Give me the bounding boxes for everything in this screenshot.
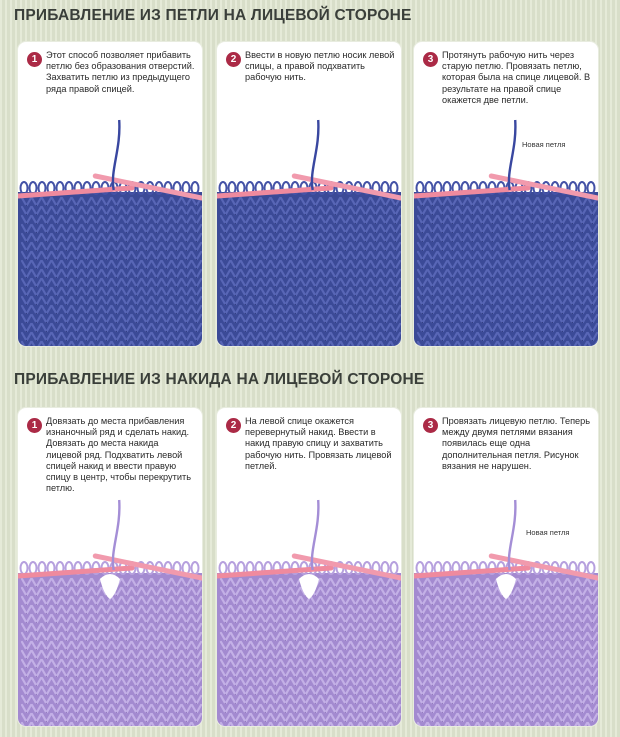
panel-yarnover-step-3 — [414, 408, 598, 726]
step-description: Ввести в новую петлю носик левой спицы, а правой подхватить рабочую нить. — [245, 50, 395, 83]
step-description: Протянуть рабочую нить через старую петлю. Провязать петлю, которая была на спице лицевой. В результате на правой спице окажется две петли. — [442, 50, 591, 105]
step-badge: 1 — [27, 418, 42, 433]
step-badge: 1 — [27, 52, 42, 67]
knitting-illustration — [217, 408, 401, 726]
knitting-illustration — [414, 408, 598, 726]
knitting-illustration — [18, 408, 202, 726]
step-badge: 3 — [423, 52, 438, 67]
panel-loop-step-1 — [18, 42, 202, 346]
step-badge: 2 — [226, 52, 241, 67]
panel-loop-step-3 — [414, 42, 598, 346]
step-badge: 3 — [423, 418, 438, 433]
knitting-illustration — [217, 42, 401, 346]
panel-yarnover-step-2 — [217, 408, 401, 726]
panel-yarnover-step-1 — [18, 408, 202, 726]
new-loop-label: Новая петля — [522, 140, 566, 149]
step-description: На левой спице окажется перевернутый накид. Ввести в накид правую спицу и захватить рабочую нить. Провязать лицевой петлей. — [245, 416, 392, 471]
section-title-loop-increase: ПРИБАВЛЕНИЕ ИЗ ПЕТЛИ НА ЛИЦЕВОЙ СТОРОНЕ — [14, 7, 412, 24]
step-badge: 2 — [226, 418, 241, 433]
knitting-illustration — [414, 42, 598, 346]
new-loop-label: Новая петля — [526, 528, 570, 537]
section-title-yarnover-increase: ПРИБАВЛЕНИЕ ИЗ НАКИДА НА ЛИЦЕВОЙ СТОРОНЕ — [14, 371, 425, 388]
panel-loop-step-2 — [217, 42, 401, 346]
step-description: Провязать лицевую петлю. Теперь между двумя петлями вязания появилась еще одна дополнительная петля. Рисунок вязания не нарушен. — [442, 416, 591, 471]
step-description: Этот способ позволяет прибавить петлю без образования отверстий. Захватить петлю из предыдущего ряда правой спицей. — [46, 50, 195, 94]
step-description: Довязать до места прибавления изнаночный ряд и сделать накид. Довязать до места накида лицевой ряд. Подхватить левой спицей накид и ввести правую спицу в центр, чтобы перекрутить петлю. — [46, 416, 191, 494]
knitting-illustration — [18, 42, 202, 346]
